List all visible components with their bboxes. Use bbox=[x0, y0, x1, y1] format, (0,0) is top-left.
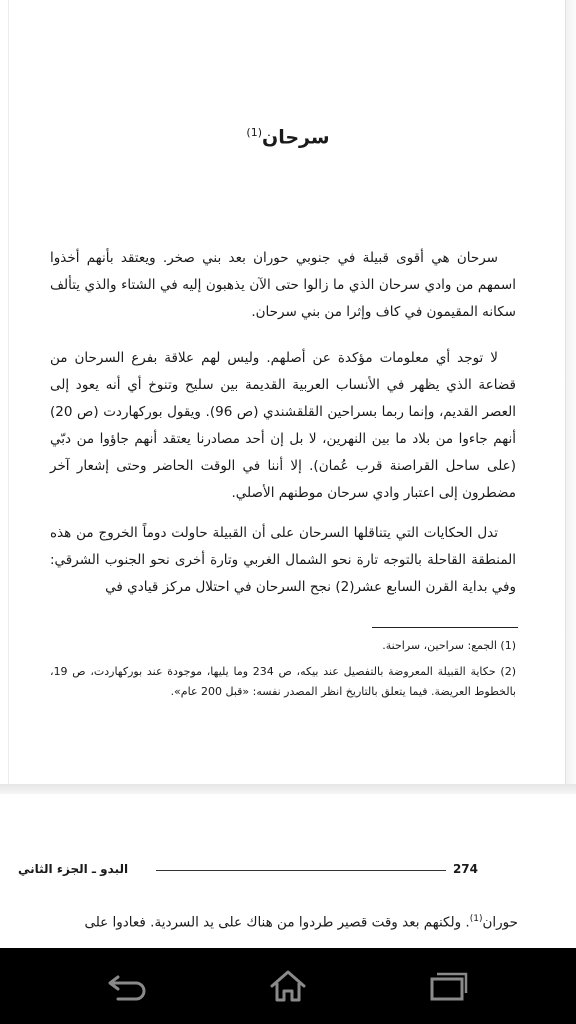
paragraph-text: تدل الحكايات التي يتناقلها السرحان على أن القبيلة حاولت دوماً الخروج من هذه المنطقة القاحلة بالتوجه تارة نحو الشمال الغربي وتارة أخرى نحو الجنوب الشرقي: وفي بداية القرن السابع عشر(2) نجح السرحان في احتلال مركز قيادي في bbox=[50, 525, 516, 595]
footnotes bbox=[50, 636, 516, 708]
paragraph-1 bbox=[50, 245, 516, 326]
paragraph-3 bbox=[50, 520, 516, 601]
footnote-1: (1) الجمع: سراحين، سراحنة. bbox=[382, 639, 516, 652]
paragraph-2 bbox=[50, 345, 516, 507]
header-rule bbox=[156, 870, 446, 871]
page-number: 274 bbox=[452, 862, 478, 876]
next-text-start: حوران bbox=[482, 914, 518, 931]
chapter-title bbox=[0, 126, 576, 148]
next-page-text bbox=[30, 906, 518, 948]
next-text-rest: . ولكنهم بعد وقت قصير طردوا من هناك على يد السردية. فعادوا على bbox=[84, 914, 470, 931]
title-footnote-mark: (1) bbox=[246, 126, 263, 139]
page-edge bbox=[566, 0, 576, 784]
next-footnote-mark: (1) bbox=[469, 914, 483, 924]
recent-apps-button[interactable] bbox=[418, 966, 478, 1006]
home-button[interactable] bbox=[258, 966, 318, 1006]
book-title: البدو ـ الجزء الثاني bbox=[18, 862, 129, 876]
system-nav-bar bbox=[0, 948, 576, 1024]
recent-apps-icon bbox=[428, 970, 468, 1002]
paragraph-text: لا توجد أي معلومات مؤكدة عن أصلهم. وليس لهم علاقة بفرع السرحان من قضاعة الذي يظهر في الأنساب العربية القديمة بين سليح وتنوخ أي أنه يعود إلى العصر القديم، وإنما ربما بسراحين القلقشندي (ص 96). ويقول بوركهاردت (ص 20) أنهم جاءوا من بلاد ما بين النهرين، لا بل إن أحد مصادرنا يعتقد أنهم جاؤوا من دبّي (على ساحل القراصنة قرب عُمان). إلا أننا في الوقت الحاضر وحتى إشعار آخر مضطرون إلى اعتبار وادي سرحان موطنهم الأصلي. bbox=[50, 350, 516, 501]
footnote-divider bbox=[372, 627, 518, 628]
back-arrow-icon bbox=[104, 971, 148, 1001]
footnote-2: (2) حكاية القبيلة المعروضة بالتفصيل عند بيكه، ص 234 وما يليها، موجودة عند بوركهاردت، ص 19، بالخطوط العريضة. فيما يتعلق بالتاريخ انظر المصدر نفسه: «قبل 200 عام». bbox=[50, 665, 516, 698]
chapter-title-text: سرحان bbox=[262, 126, 330, 149]
back-button[interactable] bbox=[96, 966, 156, 1006]
home-icon bbox=[268, 969, 308, 1003]
page-separator bbox=[0, 784, 576, 794]
running-header bbox=[18, 862, 478, 882]
paragraph-text: سرحان هي أقوى قبيلة في جنوبي حوران بعد بني صخر. ويعتقد بأنهم أخذوا اسمهم من وادي سرحان الذي ما زالوا حتى الآن يذهبون إليه في الشتاء والذي يتألف سكانه المقيمون في كاف وإثرا من بني سرحان. bbox=[50, 250, 516, 320]
